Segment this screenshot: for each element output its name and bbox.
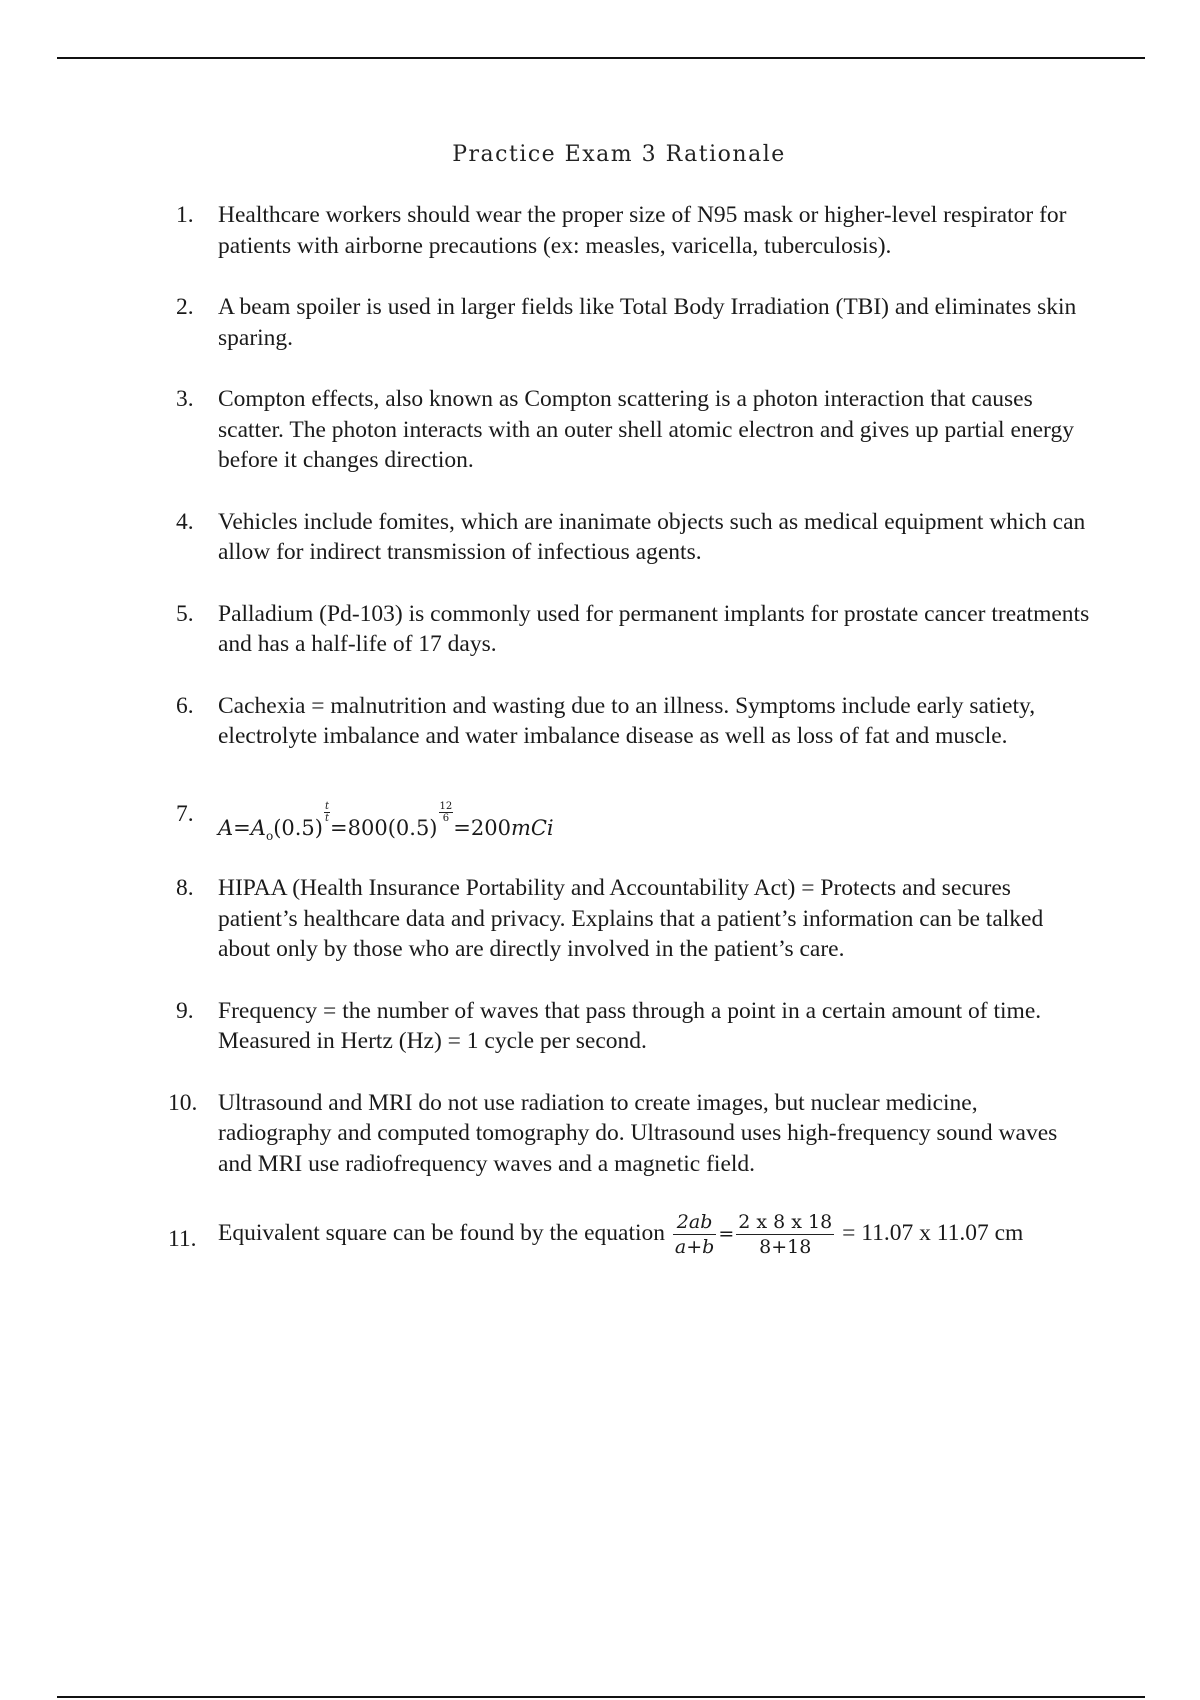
formula-a0: A <box>250 815 266 840</box>
list-item <box>176 200 1090 261</box>
fraction-numerator: 2 x 8 x 18 <box>738 1211 833 1233</box>
rationale-list <box>168 200 1090 1290</box>
item-number: 2. <box>176 294 194 320</box>
item-number: 9. <box>176 997 194 1024</box>
equation-fraction <box>673 1210 716 1259</box>
item-text: A beam spoiler is used in larger fields like Total Body Irradiation (TBI) and eliminates skin sparing. <box>218 294 1077 351</box>
fraction-denominator: 8+18 <box>759 1236 812 1258</box>
list-item <box>176 292 1090 353</box>
exponent-denominator: 6 <box>442 812 450 824</box>
list-item <box>176 996 1090 1057</box>
item-text: Equivalent square can be found by the equation <box>218 1219 666 1246</box>
formula-a0-subscript: o <box>265 828 274 843</box>
formula-equals: = <box>330 815 348 840</box>
item-text: Ultrasound and MRI do not use radiation to create images, but nuclear medicine, radiography and computed tomography do. Ultrasound uses high-frequency sound waves and MRI use radiofrequency waves and a magnetic field. <box>218 1089 1058 1177</box>
header-rule <box>57 57 1145 59</box>
item-number: 8. <box>176 875 194 901</box>
item-text: Compton effects, also known as Compton scattering is a photon interaction that causes scatter. The photon interacts with an outer shell atomic electron and gives up partial energy before it changes direction. <box>218 386 1074 473</box>
list-item <box>176 873 1090 965</box>
exponent-numerator: t <box>324 800 330 812</box>
formula-equals: = <box>233 815 251 840</box>
item-text: Frequency = the number of waves that pass through a point in a certain amount of time. Measured in Hertz (Hz) = 1 cycle per second. <box>218 997 1042 1054</box>
item-number: 5. <box>176 600 194 627</box>
item-number: 11. <box>168 1226 197 1252</box>
item-number: 6. <box>176 692 194 719</box>
item-number: 1. <box>176 202 194 228</box>
list-item <box>176 599 1090 660</box>
formula-a: A <box>218 815 234 840</box>
formula-equals: = <box>453 815 471 840</box>
item-text: Cachexia = malnutrition and wasting due to an illness. Symptoms include early satiety, electrolyte imbalance and water imbalance disease as well as loss of fat and muscle. <box>218 692 1036 749</box>
decay-formula <box>218 801 554 852</box>
item-text: Vehicles include fomites, which are inanimate objects such as medical equipment which can allow for indirect transmission of infectious agents. <box>218 508 1086 565</box>
item-text: Healthcare workers should wear the proper size of N95 mask or higher-level respirator for patients with airborne precautions (ex: measles, varicella, tuberculosis). <box>218 202 1067 259</box>
item-text: Palladium (Pd-103) is commonly used for permanent implants for prostate cancer treatments and has a half-life of 17 days. <box>218 600 1090 657</box>
page-title: Practice Exam 3 Rationale <box>452 142 786 167</box>
item-number: 10. <box>168 1089 198 1116</box>
equation-equals: = <box>718 1222 735 1245</box>
item-text: HIPAA (Health Insurance Portability and Accountability Act) = Protects and secures patient’s healthcare data and privacy. Explains that a patient’s information can be talked about only by those who are directly involved in the patient’s care. <box>218 875 1044 962</box>
formula-unit: mCi <box>510 815 554 840</box>
fraction-numerator: 2ab <box>673 1210 716 1235</box>
formula-base: (0.5) <box>273 815 323 840</box>
list-item <box>168 1088 1090 1180</box>
item-number: 4. <box>176 508 194 535</box>
exponent-numerator: 12 <box>439 800 453 812</box>
item-number: 3. <box>176 386 194 412</box>
exponent-denominator: t <box>324 812 330 824</box>
equation-fraction <box>736 1210 834 1259</box>
formula-base: (0.5) <box>387 815 438 840</box>
list-item <box>176 783 1090 852</box>
formula-result: 200 <box>470 815 511 840</box>
list-item <box>168 1210 1090 1259</box>
formula-exponent <box>439 801 454 824</box>
equation-result: = 11.07 x 11.07 cm <box>842 1219 1024 1246</box>
fraction-denominator: a+b <box>674 1236 715 1258</box>
list-item <box>176 691 1090 752</box>
formula-coefficient: 800 <box>347 815 388 840</box>
list-item <box>176 507 1090 568</box>
list-item <box>176 384 1090 476</box>
item-number: 7. <box>176 800 194 827</box>
footer-rule <box>57 1696 1145 1698</box>
